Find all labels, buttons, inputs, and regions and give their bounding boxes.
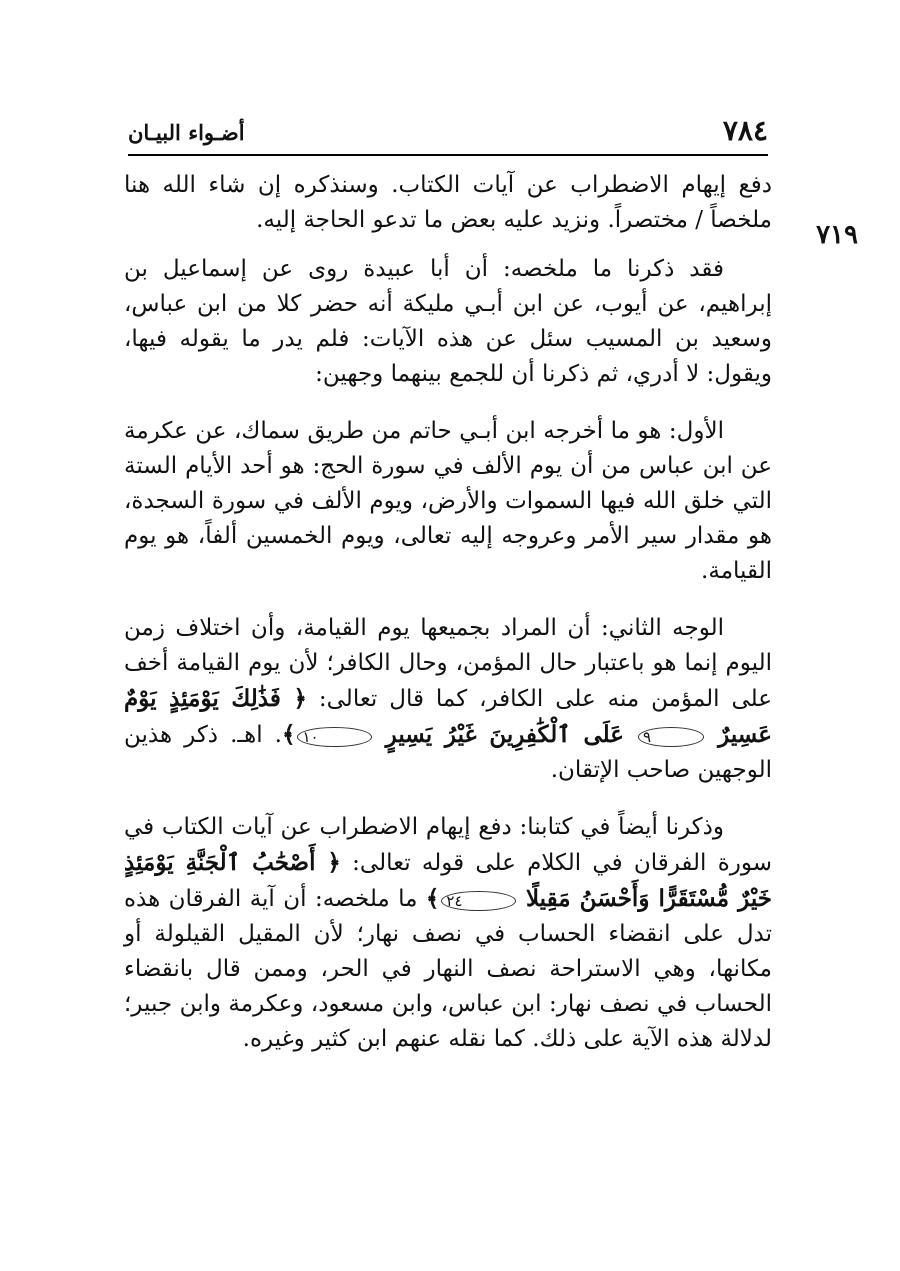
ayah-number-3: ٢٤: [441, 891, 515, 911]
paragraph-4-text: الوجه الثاني: أن المراد بجميعها يوم القيامة، وأن اختلاف زمن اليوم إنما هو باعتبار حال المؤمن، وحال الكافر؛ لأن يوم القيامة أخف على المؤمن منه على الكافر، كما قال تعالى:: [124, 615, 773, 712]
quran-close-bracket-2: ﴾: [425, 885, 440, 912]
paragraph-3: الأول: هو ما أخرجه ابن أبـي حاتم من طريق سماك، عن عكرمة عن ابن عباس من أن يوم الألف في سورة الحج: هو أحد الأيام الستة التي خلق الله فيها السموات والأرض، ويوم الألف في سورة السجدة، هو مقدار سير الأمر وعروجه إليه تعالى، ويوم الخمسين ألفاً، هو يوم القيامة.: [124, 418, 772, 584]
page-header: [128, 112, 768, 156]
ayah-number-1: ٩: [638, 727, 704, 747]
paragraph-1: دفع إيهام الاضطراب عن آيات الكتاب. وسنذكره إن شاء الله هنا ملخصاً / مختصراً. ونزيد عليه بعض ما تدعو الحاجة إليه.: [124, 172, 772, 233]
quran-verse-3: ﴿ أَصْحَٰبُ ٱلْجَنَّةِ يَوْمَئِذٍ خَيْرٌ مُّسْتَقَرًّا وَأَحْسَنُ مَقِيلًا: [124, 849, 772, 912]
quran-verse-2: عَلَى ٱلْكَٰفِرِينَ غَيْرُ يَسِيرٍ: [385, 721, 624, 748]
paragraph-4-text-after: . اهـ. ذكر هذين الوجهين صاحب الإتقان.: [124, 722, 772, 783]
paragraph-5-text-after: ما ملخصه: أن آية الفرقان هذه تدل على انقضاء الحساب في نصف نهار؛ لأن المقيل القيلولة أو مكانها، وهي الاستراحة نصف النهار في الحر، وممن قال بانقضاء الحساب في نصف نهار: ابن عباس، وابن مسعود، وعكرمة وابن جبير؛ لدلالة هذه الآية على ذلك. كما نقله عنهم ابن كثير وغيره.: [124, 886, 772, 1052]
margin-reference: ٧١٩: [816, 220, 858, 250]
quran-close-bracket: ﴾: [281, 721, 296, 748]
ayah-number-2: ١٠: [297, 727, 371, 747]
body-text: [124, 168, 772, 1079]
page-number: ٧٨٤: [722, 114, 768, 147]
paragraph-5: [124, 810, 772, 1057]
quran-verse-1: ﴿ فَذَٰلِكَ يَوْمَئِذٍ يَوْمٌ عَسِيرٌ: [124, 685, 773, 748]
paragraph-2: فقد ذكرنا ما ملخصه: أن أبا عبيدة روى عن إسماعيل بن إبراهيم، عن أيوب، عن ابن أبـي مليكة أنه حضر كلا من ابن عباس، وسعيد بن المسيب سئل عن هذه الآيات: فلم يدر ما يقوله فيها، ويقول: لا أدري، ثم ذكرنا أن للجمع بينهما وجهين:: [124, 256, 772, 387]
paragraph-4: [124, 611, 772, 788]
paragraph-5-text: وذكرنا أيضاً في كتابنا: دفع إيهام الاضطراب عن آيات الكتاب في سورة الفرقان في الكلام على قوله تعالى:: [124, 814, 773, 876]
running-title: أضـواء البيـان: [128, 120, 245, 145]
